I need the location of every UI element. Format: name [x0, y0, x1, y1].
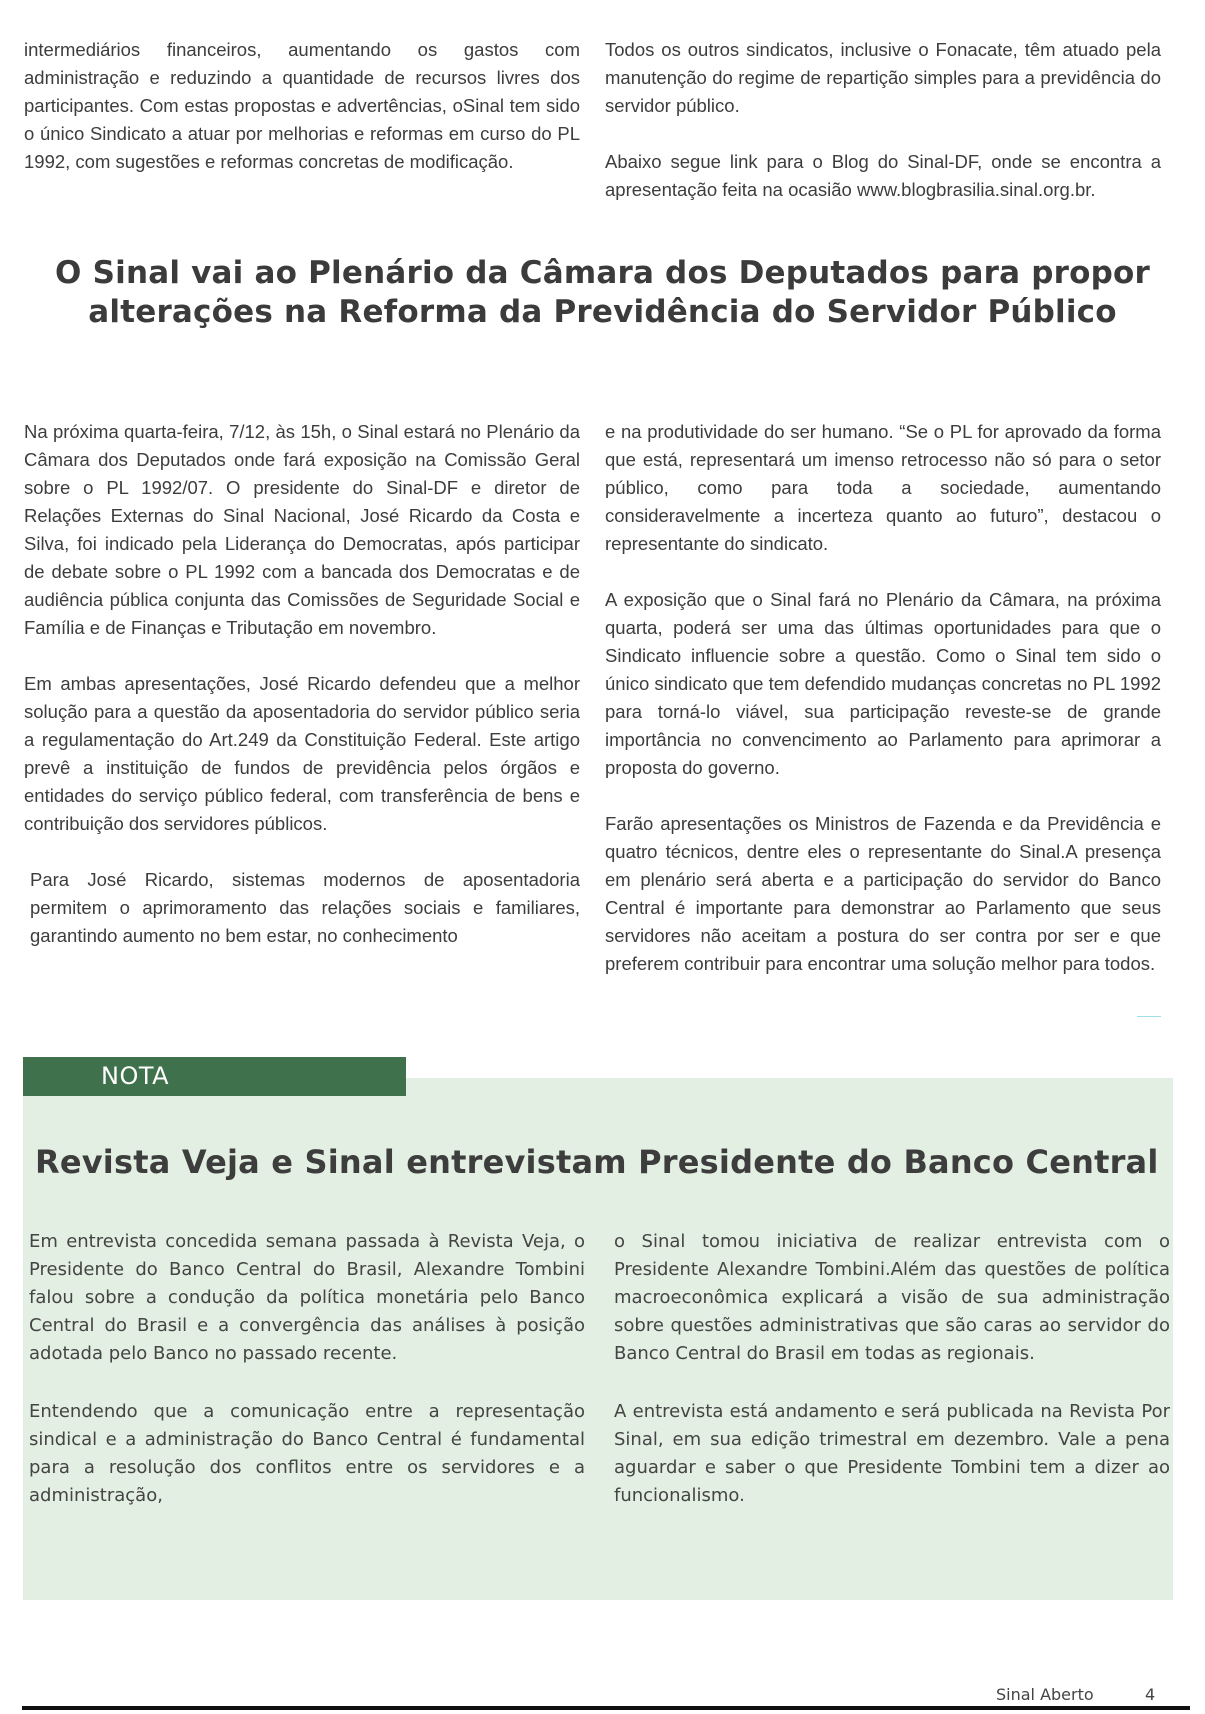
- footer-rule: [22, 1706, 1190, 1710]
- decorative-divider: [1137, 1016, 1161, 1017]
- paragraph-blog-link: Abaixo segue link para o Blog do Sinal-DF, onde se encontra a apresentação feita na ocasião www.blogbrasilia.sinal.org.br.: [605, 151, 1161, 200]
- nota-right-column: [614, 1228, 1170, 1510]
- paragraph: Em entrevista concedida semana passada à Revista Veja, o Presidente do Banco Central do Brasil, Alexandre Tombini falou sobre a condução da política monetária pelo Banco Central do Brasil e a convergência das análises à posição adotada pelo Banco no passado recente.: [29, 1231, 585, 1364]
- top-right-column: [605, 36, 1161, 204]
- paragraph: Na próxima quarta-feira, 7/12, às 15h, o Sinal estará no Plenário da Câmara dos Deputados onde fará exposição na Comissão Geral sobre o PL 1992/07. O presidente do Sinal-DF e diretor de Relações Externas do Sinal Nacional, José Ricardo da Costa e Silva, foi indicado pela Liderança do Democratas, após participar de debate sobre o PL 1992 com a bancada dos Democratas e de audiência pública conjunta das Comissões de Seguridade Social e Família e de Finanças e Tributação em novembro.: [24, 421, 580, 638]
- nota-title: Revista Veja e Sinal entrevistam Presidente do Banco Central: [35, 1143, 1159, 1181]
- top-left-column: [24, 36, 580, 176]
- nota-tab-label: NOTA: [101, 1062, 170, 1090]
- paragraph: e na produtividade do ser humano. “Se o PL for aprovado da forma que está, representará um imenso retrocesso não só para o setor público, como para toda a sociedade, aumentando consideravelmente a incerteza quanto ao futuro”, destacou o representante do sindicato.: [605, 421, 1161, 554]
- paragraph: Para José Ricardo, sistemas modernos de aposentadoria permitem o aprimoramento das relações sociais e familiares, garantindo aumento no bem estar, no conhecimento: [30, 869, 580, 946]
- paragraph: A entrevista está andamento e será publicada na Revista Por Sinal, em sua edição trimestral em dezembro. Vale a pena aguardar e saber o que Presidente Tombini tem a dizer ao funcionalismo.: [614, 1401, 1170, 1506]
- paragraph: intermediários financeiros, aumentando os gastos com administração e reduzindo a quantidade de recursos livres dos participantes. Com estas propostas e advertências, oSinal tem sido o único Sindicato a atuar por melhorias e reformas em curso do PL 1992, com sugestões e reformas concretas de modificação.: [24, 39, 580, 172]
- footer-page-number: 4: [1145, 1685, 1156, 1704]
- headline-line-1: O Sinal vai ao Plenário da Câmara dos Deputados para propor: [55, 255, 1150, 291]
- paragraph: Em ambas apresentações, José Ricardo defendeu que a melhor solução para a questão da aposentadoria do servidor público seria a regulamentação do Art.249 da Constituição Federal. Este artigo prevê a instituição de fundos de previdência pelos órgãos e entidades do serviço público federal, com transferência de bens e contribuição dos servidores públicos.: [24, 673, 580, 834]
- headline-line-2: alterações na Reforma da Previdência do Servidor Público: [88, 294, 1117, 330]
- article-left-column: [24, 418, 580, 950]
- article-headline: [0, 254, 1205, 332]
- paragraph: o Sinal tomou iniciativa de realizar entrevista com o Presidente Alexandre Tombini.Além das questões de política macroeconômica explicará a visão de sua administração sobre questões administrativas que são caras ao servidor do Banco Central do Brasil em todas as regionais.: [614, 1231, 1170, 1364]
- paragraph: Farão apresentações os Ministros de Fazenda e da Previdência e quatro técnicos, dentre eles o representante do Sinal.A presença em plenário será aberta e a participação do servidor do Banco Central é importante para demonstrar ao Parlamento que seus servidores não aceitam a postura do ser contra por ser e que preferem contribuir para encontrar uma solução melhor para todos.: [605, 813, 1161, 974]
- footer-publication-name: Sinal Aberto: [996, 1685, 1094, 1704]
- article-right-column: [605, 418, 1161, 978]
- nota-left-column: [29, 1228, 585, 1510]
- nota-tab: [23, 1057, 406, 1096]
- paragraph: Entendendo que a comunicação entre a representação sindical e a administração do Banco Central é fundamental para a resolução dos conflitos entre os servidores e a administração,: [29, 1401, 585, 1506]
- paragraph: Todos os outros sindicatos, inclusive o Fonacate, têm atuado pela manutenção do regime de repartição simples para a previdência do servidor público.: [605, 39, 1161, 116]
- paragraph: A exposição que o Sinal fará no Plenário da Câmara, na próxima quarta, poderá ser uma das últimas oportunidades para que o Sindicato influencie sobre a questão. Como o Sinal tem sido o único sindicato que tem defendido mudanças concretas no PL 1992 para torná-lo viável, sua participação reveste-se de grande importância no convencimento ao Parlamento para aprimorar a proposta do governo.: [605, 589, 1161, 778]
